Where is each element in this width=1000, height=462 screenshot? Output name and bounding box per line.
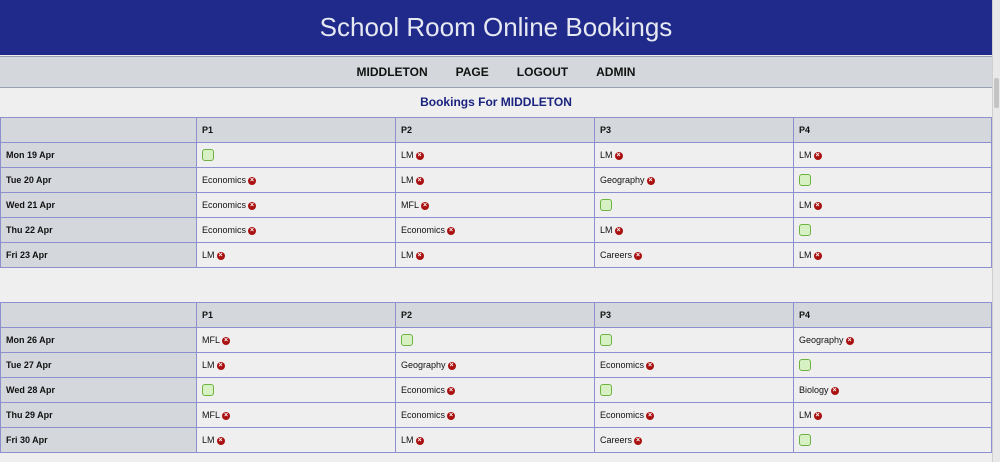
cancel-booking-icon[interactable]: × xyxy=(249,176,255,184)
period-header-p4: P4 xyxy=(794,303,992,328)
day-label: Tue 20 Apr xyxy=(1,168,197,193)
period-header-p4: P4 xyxy=(794,118,992,143)
booking-cell xyxy=(595,403,794,428)
booking-cell xyxy=(396,243,595,268)
day-label: Tue 27 Apr xyxy=(1,353,197,378)
week-table-2 xyxy=(0,302,992,453)
corner-cell xyxy=(1,118,197,143)
cancel-booking-icon[interactable]: × xyxy=(616,151,621,159)
booking-subject: Economics xyxy=(401,225,446,235)
cancel-booking-icon[interactable]: × xyxy=(417,436,422,444)
booking-cell[interactable] xyxy=(794,218,992,243)
cancel-booking-icon[interactable]: × xyxy=(815,411,820,419)
table-row xyxy=(1,403,992,428)
book-slot-icon[interactable] xyxy=(799,359,811,371)
booking-cell[interactable] xyxy=(595,378,794,403)
booking-subject: LM xyxy=(202,360,215,370)
cancel-booking-icon[interactable]: × xyxy=(832,386,837,394)
cancel-booking-icon[interactable]: × xyxy=(448,411,454,419)
booking-subject: Economics xyxy=(401,410,446,420)
app-header xyxy=(0,0,992,55)
booking-subject: Careers xyxy=(600,250,633,260)
booking-subject: Economics xyxy=(600,410,645,420)
period-header-p3: P3 xyxy=(595,303,794,328)
scrollbar-thumb[interactable] xyxy=(994,78,999,108)
cancel-booking-icon[interactable]: × xyxy=(647,361,653,369)
booking-cell xyxy=(396,403,595,428)
table-row xyxy=(1,218,992,243)
booking-subject: LM xyxy=(600,225,613,235)
booking-subject: Economics xyxy=(600,360,645,370)
day-label: Thu 29 Apr xyxy=(1,403,197,428)
table-row xyxy=(1,168,992,193)
cancel-booking-icon[interactable]: × xyxy=(218,251,223,259)
period-header-p2: P2 xyxy=(396,303,595,328)
book-slot-icon[interactable] xyxy=(600,384,612,396)
booking-cell xyxy=(197,243,396,268)
booking-cell xyxy=(396,168,595,193)
book-slot-icon[interactable] xyxy=(799,174,811,186)
booking-subject: Economics xyxy=(202,225,247,235)
booking-cell xyxy=(595,353,794,378)
booking-cell xyxy=(794,143,992,168)
table-row xyxy=(1,143,992,168)
cancel-booking-icon[interactable]: × xyxy=(422,201,428,209)
booking-subject: LM xyxy=(799,250,812,260)
booking-cell xyxy=(197,403,396,428)
day-label: Fri 23 Apr xyxy=(1,243,197,268)
booking-cell xyxy=(794,378,992,403)
cancel-booking-icon[interactable]: × xyxy=(647,411,653,419)
nav-logout-link[interactable]: LOGOUT xyxy=(516,65,569,79)
period-header-p2: P2 xyxy=(396,118,595,143)
booking-cell[interactable] xyxy=(794,353,992,378)
book-slot-icon[interactable] xyxy=(202,384,214,396)
booking-subject: Geography xyxy=(799,335,844,345)
nav-page-link[interactable]: PAGE xyxy=(455,65,489,79)
cancel-booking-icon[interactable]: × xyxy=(616,226,621,234)
booking-cell xyxy=(396,378,595,403)
booking-subject: LM xyxy=(401,250,414,260)
booking-subject: LM xyxy=(799,150,812,160)
booking-subject: Economics xyxy=(202,200,247,210)
cancel-booking-icon[interactable]: × xyxy=(635,436,641,444)
booking-cell xyxy=(794,243,992,268)
booking-cell xyxy=(794,403,992,428)
booking-cell xyxy=(197,328,396,353)
booking-cell xyxy=(595,143,794,168)
cancel-booking-icon[interactable]: × xyxy=(218,361,223,369)
table-row xyxy=(1,243,992,268)
day-label: Wed 28 Apr xyxy=(1,378,197,403)
book-slot-icon[interactable] xyxy=(401,334,413,346)
week-table-1 xyxy=(0,117,992,268)
period-header-row xyxy=(1,303,992,328)
booking-cell xyxy=(396,428,595,453)
corner-cell xyxy=(1,303,197,328)
booking-subject: Economics xyxy=(202,175,247,185)
booking-cell xyxy=(396,218,595,243)
booking-cell xyxy=(595,428,794,453)
day-label: Mon 19 Apr xyxy=(1,143,197,168)
booking-subject: LM xyxy=(202,435,215,445)
cancel-booking-icon[interactable]: × xyxy=(417,151,422,159)
booking-subject: LM xyxy=(799,200,812,210)
period-header-p1: P1 xyxy=(197,303,396,328)
booking-subject: MFL xyxy=(401,200,419,210)
page-title: School Room Online Bookings xyxy=(319,12,673,42)
cancel-booking-icon[interactable]: × xyxy=(635,251,641,259)
booking-cell xyxy=(595,218,794,243)
booking-cell xyxy=(595,243,794,268)
cancel-booking-icon[interactable]: × xyxy=(448,386,454,394)
cancel-booking-icon[interactable]: × xyxy=(417,176,422,184)
booking-cell[interactable] xyxy=(197,378,396,403)
booking-cell xyxy=(794,193,992,218)
booking-cell[interactable] xyxy=(197,143,396,168)
table-row xyxy=(1,428,992,453)
week-separator xyxy=(0,276,991,301)
book-slot-icon[interactable] xyxy=(202,149,214,161)
cancel-booking-icon[interactable]: × xyxy=(223,336,229,344)
booking-cell xyxy=(197,353,396,378)
bookings-heading xyxy=(0,88,992,116)
booking-cell xyxy=(794,328,992,353)
cancel-booking-icon[interactable]: × xyxy=(448,226,454,234)
nav-middleton-link[interactable]: MIDDLETON xyxy=(356,65,428,79)
booking-subject: LM xyxy=(799,410,812,420)
vertical-scrollbar[interactable] xyxy=(992,0,1000,462)
booking-subject: Careers xyxy=(600,435,633,445)
period-header-row xyxy=(1,118,992,143)
book-slot-icon[interactable] xyxy=(799,434,811,446)
booking-subject: Geography xyxy=(401,360,446,370)
cancel-booking-icon[interactable]: × xyxy=(417,251,422,259)
booking-subject: Economics xyxy=(401,385,446,395)
booking-cell xyxy=(595,168,794,193)
day-label: Thu 22 Apr xyxy=(1,218,197,243)
booking-cell xyxy=(197,193,396,218)
cancel-booking-icon[interactable]: × xyxy=(218,436,223,444)
cancel-booking-icon[interactable]: × xyxy=(249,226,255,234)
booking-cell[interactable] xyxy=(794,168,992,193)
booking-cell xyxy=(197,218,396,243)
booking-cell[interactable] xyxy=(396,328,595,353)
period-header-p3: P3 xyxy=(595,118,794,143)
cancel-booking-icon[interactable]: × xyxy=(648,176,653,184)
table-row xyxy=(1,378,992,403)
booking-subject: MFL xyxy=(202,410,220,420)
book-slot-icon[interactable] xyxy=(600,199,612,211)
booking-subject: Biology xyxy=(799,385,829,395)
nav-bar xyxy=(0,56,992,88)
period-header-p1: P1 xyxy=(197,118,396,143)
table-row xyxy=(1,353,992,378)
booking-cell xyxy=(197,168,396,193)
cancel-booking-icon[interactable]: × xyxy=(815,151,820,159)
booking-subject: MFL xyxy=(202,335,220,345)
cancel-booking-icon[interactable]: × xyxy=(815,201,820,209)
booking-subject: LM xyxy=(600,150,613,160)
booking-subject: LM xyxy=(401,435,414,445)
booking-subject: Geography xyxy=(600,175,645,185)
book-slot-icon[interactable] xyxy=(600,334,612,346)
bookings-heading-text: Bookings For MIDDLETON xyxy=(420,95,572,109)
booking-cell xyxy=(396,143,595,168)
cancel-booking-icon[interactable]: × xyxy=(449,361,454,369)
booking-cell xyxy=(396,193,595,218)
cancel-booking-icon[interactable]: × xyxy=(249,201,255,209)
table-row xyxy=(1,328,992,353)
booking-subject: LM xyxy=(202,250,215,260)
cancel-booking-icon[interactable]: × xyxy=(815,251,820,259)
day-label: Wed 21 Apr xyxy=(1,193,197,218)
booking-subject: LM xyxy=(401,150,414,160)
cancel-booking-icon[interactable]: × xyxy=(847,336,852,344)
table-row xyxy=(1,193,992,218)
booking-subject: LM xyxy=(401,175,414,185)
booking-cell[interactable] xyxy=(794,428,992,453)
book-slot-icon[interactable] xyxy=(799,224,811,236)
day-label: Fri 30 Apr xyxy=(1,428,197,453)
nav-admin-link[interactable]: ADMIN xyxy=(596,65,636,79)
booking-cell xyxy=(396,353,595,378)
booking-cell xyxy=(197,428,396,453)
booking-cell[interactable] xyxy=(595,328,794,353)
cancel-booking-icon[interactable]: × xyxy=(223,411,229,419)
day-label: Mon 26 Apr xyxy=(1,328,197,353)
booking-cell[interactable] xyxy=(595,193,794,218)
